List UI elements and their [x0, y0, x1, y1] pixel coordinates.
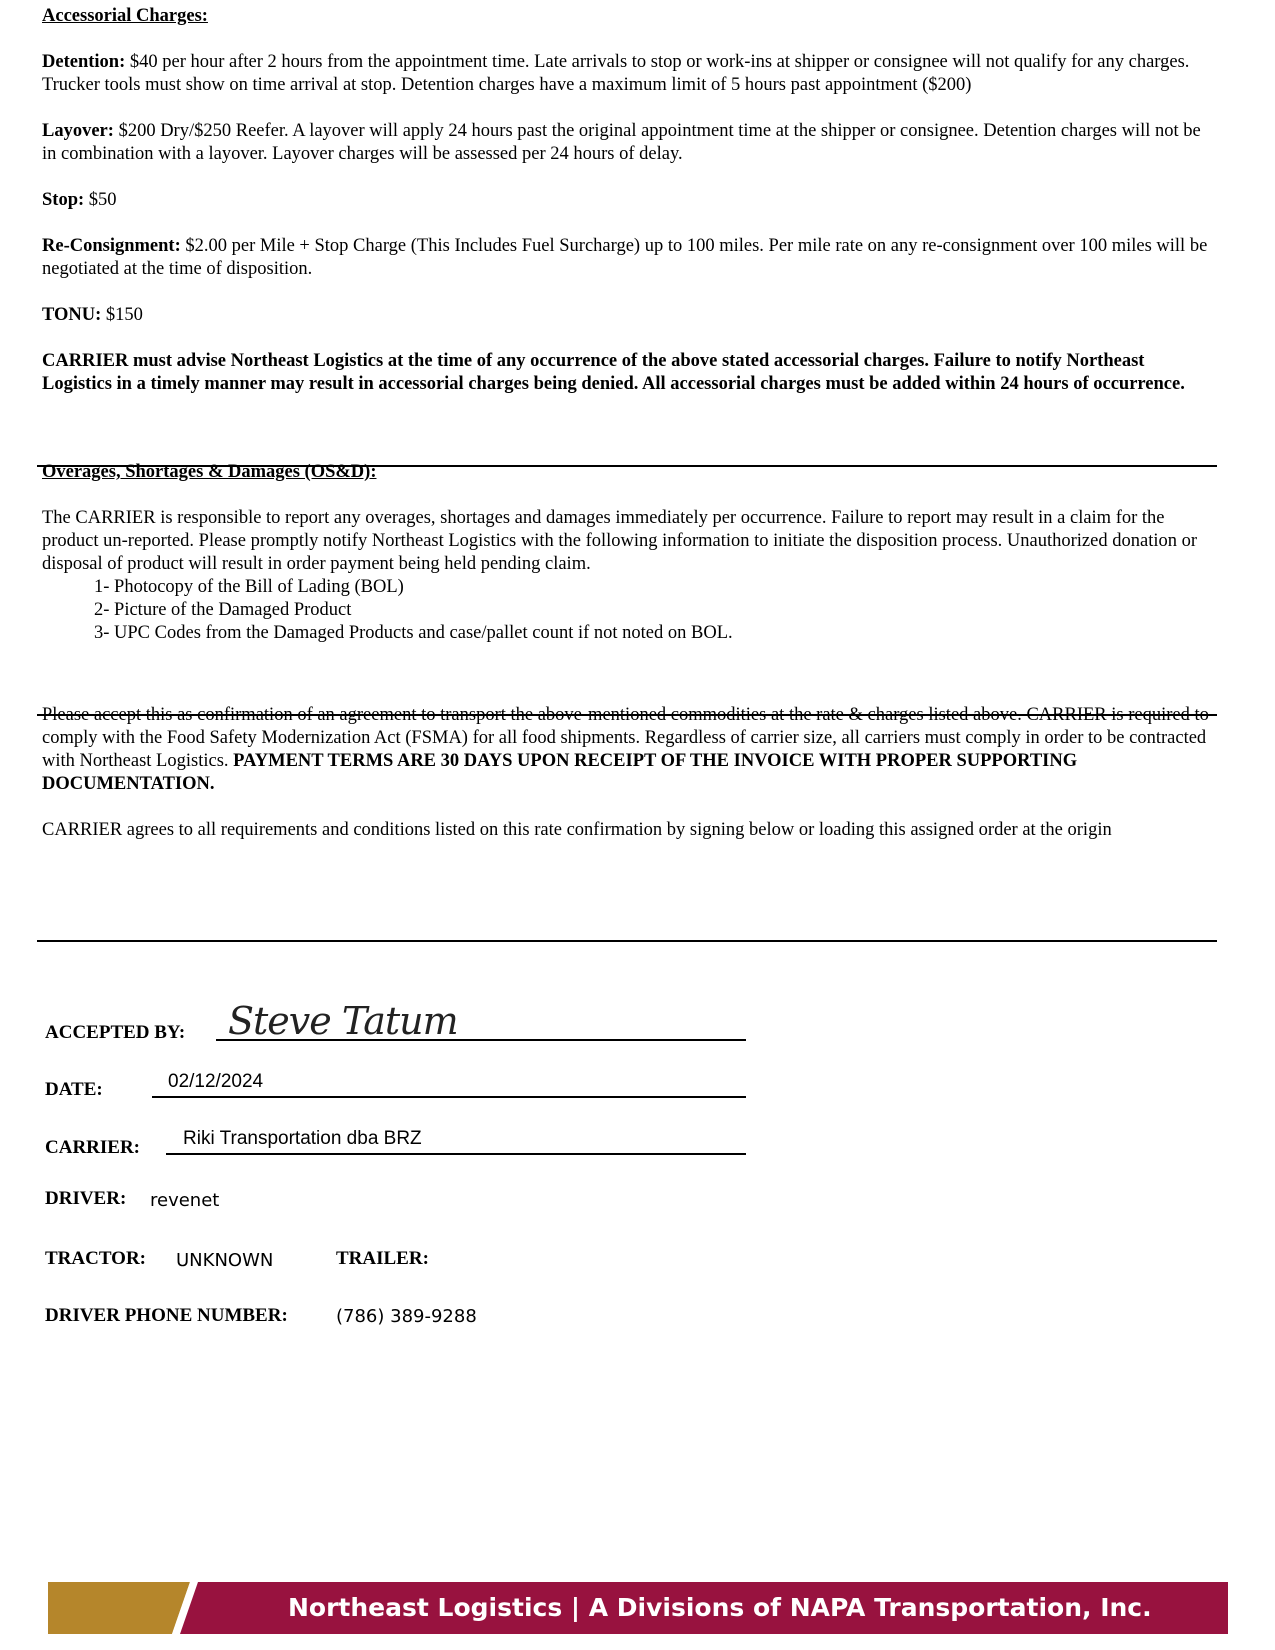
driver-phone-label: DRIVER PHONE NUMBER:	[45, 1305, 288, 1326]
detention-label: Detention:	[42, 52, 126, 72]
accepted-by-line	[216, 1039, 746, 1041]
date-label: DATE:	[45, 1079, 103, 1100]
footer-text: Northeast Logistics | A Divisions of NAPA Transportation, Inc.	[288, 1593, 1152, 1622]
date-line	[152, 1096, 746, 1098]
stop-text: $50	[84, 190, 117, 210]
driver-value[interactable]: revenet	[150, 1190, 220, 1211]
carrier-label: CARRIER:	[45, 1137, 140, 1158]
signature-text: Steve Tatum	[228, 999, 458, 1043]
payment-terms: PAYMENT TERMS ARE 30 DAYS UPON RECEIPT OF THE INVOICE WITH PROPER SUPPORTING DOCUMENTATION.	[42, 751, 1078, 794]
reconsignment-paragraph	[42, 235, 1212, 281]
accessorial-notice	[42, 350, 1212, 396]
accessorial-heading: Accessorial Charges:	[42, 6, 208, 26]
agreement-paragraph	[42, 704, 1212, 796]
driver-phone-value[interactable]: (786) 389-9288	[336, 1306, 477, 1327]
handwritten-signature	[226, 996, 458, 1044]
document-body	[42, 5, 1212, 842]
carrier-line	[166, 1153, 746, 1155]
footer-banner	[48, 1582, 1228, 1634]
tonu-paragraph	[42, 304, 1212, 327]
section-divider	[37, 714, 1217, 716]
agreement-text: Please accept this as confirmation of an agreement to transport the above-mentioned commodities at the rate & charges listed above. CARRIER is required to comply with the Food Safety Modernization Act (FSMA) for all food shipments. Regardless of carrier size, all carriers must comply in order to be contracted with Northeast Logistics.	[42, 705, 1209, 771]
list-item: 1- Photocopy of the Bill of Lading (BOL)	[94, 577, 404, 597]
layover-paragraph	[42, 120, 1212, 166]
tonu-label: TONU:	[42, 305, 102, 325]
layover-text: $200 Dry/$250 Reefer. A layover will apply 24 hours past the original appointment time at the shipper or consignee. Detention charges will not be in combination with a layover. Layover charges will be assessed per 24 hours of delay.	[42, 121, 1201, 164]
stop-paragraph	[42, 189, 1212, 212]
osd-heading: Overages, Shortages & Damages (OS&D):	[42, 462, 377, 482]
tractor-label: TRACTOR:	[45, 1248, 146, 1269]
tractor-value[interactable]: UNKNOWN	[176, 1250, 274, 1271]
section-divider	[37, 940, 1217, 942]
list-item: 2- Picture of the Damaged Product	[94, 600, 352, 620]
reconsignment-text: $2.00 per Mile + Stop Charge (This Includes Fuel Surcharge) up to 100 miles. Per mile rate on any re-consignment over 100 miles will be negotiated at the time of disposition.	[42, 236, 1208, 279]
consent-paragraph: CARRIER agrees to all requirements and conditions listed on this rate confirmation by signing below or loading this assigned order at the origin	[42, 820, 1112, 840]
stop-label: Stop:	[42, 190, 85, 210]
list-item: 3- UPC Codes from the Damaged Products and case/pallet count if not noted on BOL.	[94, 623, 733, 643]
accessorial-notice-text: CARRIER must advise Northeast Logistics at the time of any occurrence of the above stated accessorial charges. Failure to notify Northeast Logistics in a timely manner may result in accessorial charges being denied. All accessorial charges must be added within 24 hours of occurrence.	[42, 351, 1185, 394]
carrier-value[interactable]: Riki Transportation dba BRZ	[183, 1128, 422, 1149]
layover-label: Layover:	[42, 121, 114, 141]
date-value[interactable]: 02/12/2024	[168, 1071, 264, 1092]
trailer-label: TRAILER:	[336, 1248, 429, 1269]
detention-paragraph	[42, 51, 1212, 97]
tonu-text: $150	[101, 305, 143, 325]
accepted-by-label: ACCEPTED BY:	[45, 1022, 186, 1043]
osd-body: The CARRIER is responsible to report any overages, shortages and damages immediately per occurrence. Failure to report may result in a claim for the product un-reported. Please promptly notify Northeast Logistics with the following information to initiate the disposition process. Unauthorized donation or disposal of product will result in order payment being held pending claim.	[42, 508, 1198, 574]
section-divider	[37, 465, 1217, 467]
detention-text: $40 per hour after 2 hours from the appointment time. Late arrivals to stop or work-ins at shipper or consignee will not qualify for any charges. Trucker tools must show on time arrival at stop. Detention charges have a maximum limit of 5 hours past appointment ($200)	[42, 52, 1190, 95]
reconsignment-label: Re-Consignment:	[42, 236, 181, 256]
osd-list	[42, 576, 1212, 645]
driver-label: DRIVER:	[45, 1188, 127, 1209]
